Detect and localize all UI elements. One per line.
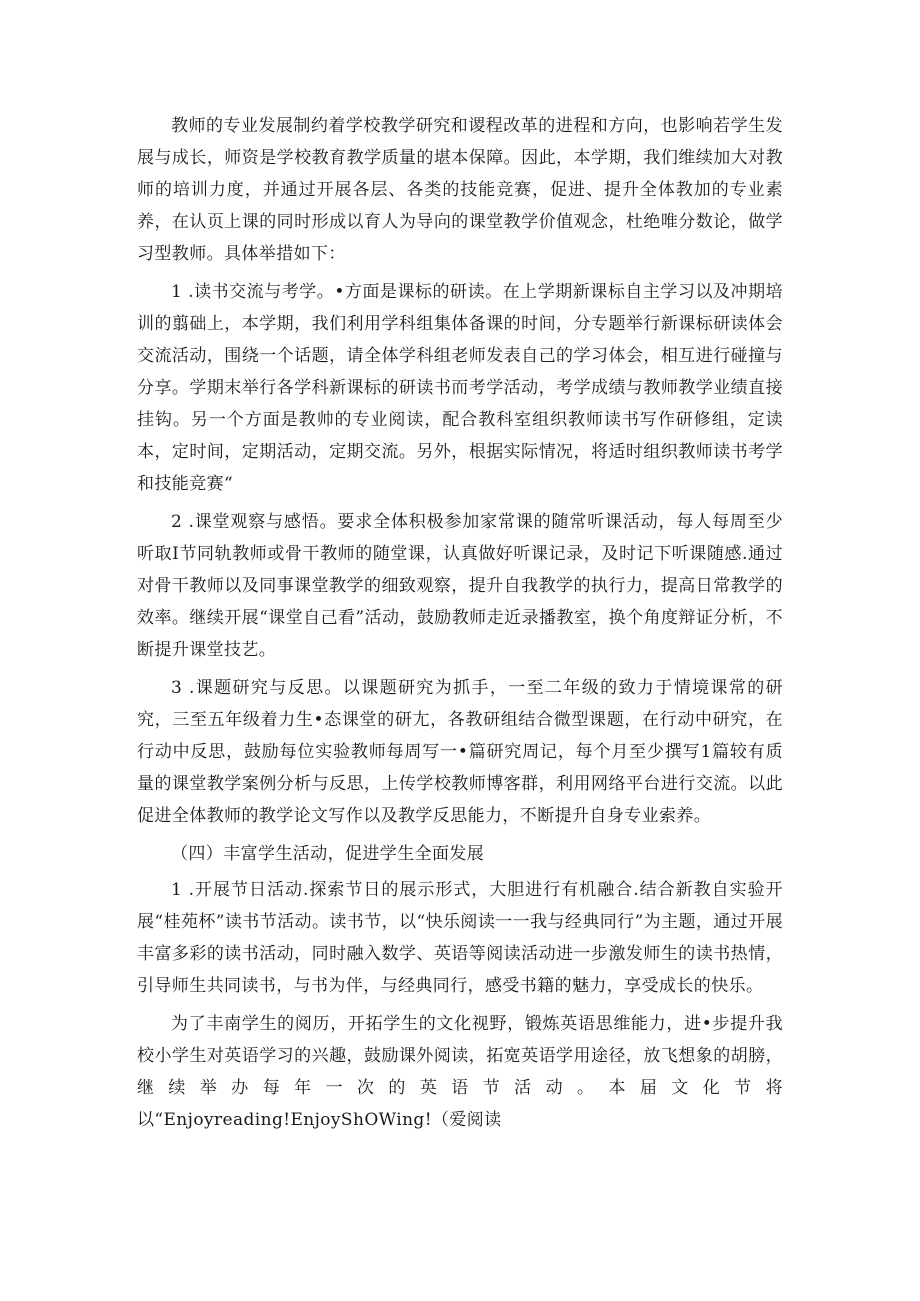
section-heading-student-activities: （四）丰富学生活动，促进学生全面发展 (171, 844, 485, 864)
paragraph-intro: 教师的专业发展制约着学校教学研究和谡程改革的进程和方向，也影响若学生发展与成长，师资是学校教育教学质量的堪本保障。因此，本学期，我们维续加大对教师的培训力度，并通过开展各层、各类的技能竞赛，促进、提升全体教加的专业素养，在认页上课的同时形成以育人为导向的课堂教学价值观念，杜绝唯分数论，做学习型教师。具体举措如下： (137, 116, 783, 264)
document-body (137, 110, 783, 1142)
paragraph-english-festival: 为了丰南学生的阅历，开拓学生的文化视野，锻炼英语思维能力，进•步提升我校小学生对英语学习的兴趣，鼓励课外阅读，拓宽英语学用途径，放飞想象的胡膀，继续举办每年一次的英语节活动。本届文化节将以“Enjoyreading!EnjoyShOWing!（爱阅读 (137, 1014, 783, 1130)
paragraph-classroom-observation: 2 .课堂观察与感悟。要求全体积极参加家常课的随常听课活动，每人每周至少听取I节同轨教师或骨干教师的随堂课，认真做好听课记录，及时记下听课随感.通过对骨干教师以及同事课堂教学的细致观察，提升自我教学的执行力，提高日常教学的效率。继续开展“课堂自己看”活动，鼓励教师走近录播教室，换个角度辩证分析，不断提升课堂技艺。 (137, 512, 783, 660)
paragraph-research-reflection: 3 .课题研究与反思。以课题研究为抓手，一至二年级的致力于情境课常的研究，三至五年级着力生•态课堂的研尢，各教研组结合微型课题，在行动中研究，在行动中反思，鼓励每位实验教师每周写一•篇研究周记，每个月至少撰写1篇较有质量的课堂教学案例分析与反思，上传学校教师博客群，利用网络平台进行交流。以此促进全体教师的教学论文写作以及教学反思能力，不断提升自身专业索养。 (137, 678, 783, 826)
paragraph-reading-exchange: 1 .读书交流与考学。•方面是课标的研读。在上学期新课标自主学习以及冲期培训的翦础上，本学期，我们利用学科组集体备课的时间，分专题举行新课标研读体会交流活动，围绕一个话题，请全体学科组老师发表自己的学习体会，相互进行碰撞与分享。学期末举行各学科新课标的研读书而考学活动，考学成绩与教师教学业绩直接挂钩。另一个方面是教帅的专业阅读，配合教科室组织教师读书写作研修组，定读本，定时间，定期活动，定期交流。另外，根据实际情况，将适时组织教师读书考学和技能竞赛“ (137, 282, 783, 494)
paragraph-festival-activities: 1 .开展节日活动.探索节日的展示形式，大胆进行有机融合.结合新教自实验开展“桂苑杯”读书节活动。读书节，以“快乐阅读一一我与经典同行”为主题，通过开展丰富多彩的读书活动，同时融入数学、英语等阅读活动进一步激发师生的读书热情，引导师生共同读书，与书为伴，与经典同行，感受书籍的魅力，享受成长的快乐。 (137, 880, 783, 996)
